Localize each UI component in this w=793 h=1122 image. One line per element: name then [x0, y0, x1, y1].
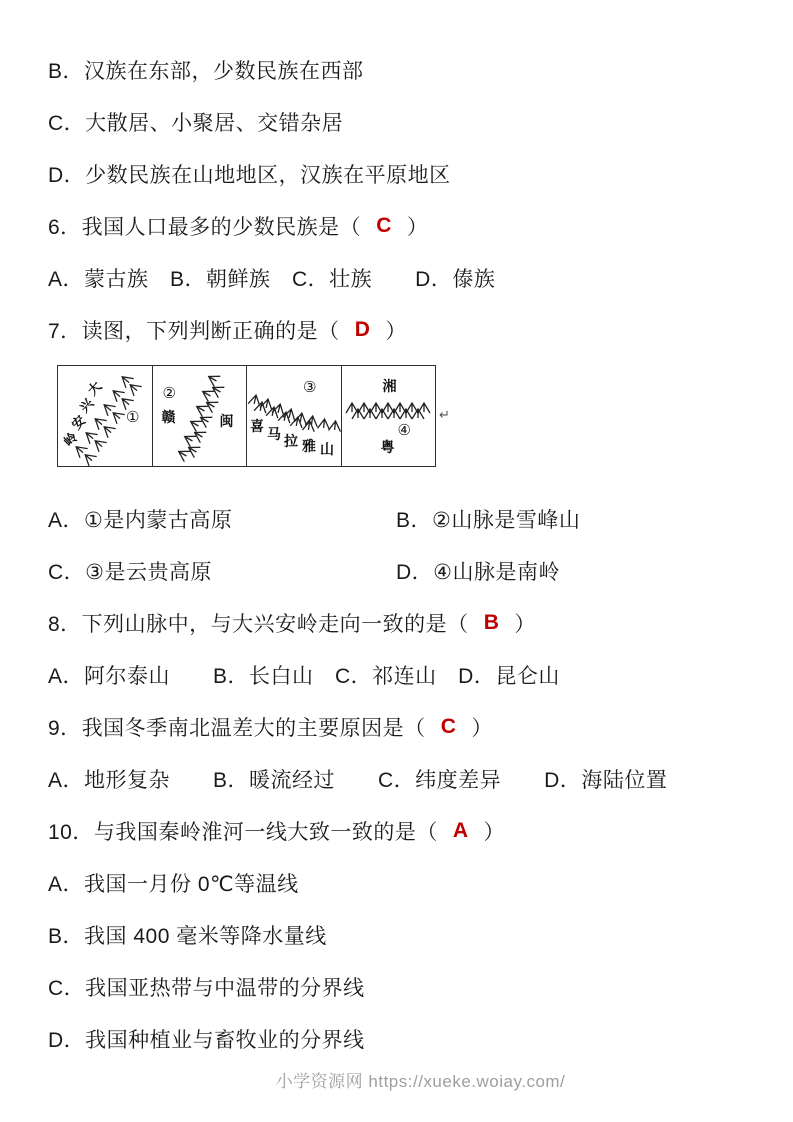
figure-panel-2	[152, 366, 247, 466]
option-text: D．少数民族在山地地区，汉族在平原地区	[48, 164, 451, 187]
option-line	[48, 44, 793, 96]
option-line	[48, 857, 793, 909]
panel-number: ③	[303, 379, 317, 396]
range-name-char: 岭	[60, 429, 81, 450]
option-text: B．汉族在东部，少数民族在西部	[48, 60, 364, 83]
paragraph-return-mark: ↵	[439, 407, 450, 422]
figure-panel-1	[58, 366, 152, 466]
province-label: 湘	[382, 378, 397, 394]
question-line-10	[48, 805, 793, 857]
answer-letter: D	[354, 318, 371, 341]
option-text: D．④山脉是南岭	[396, 561, 560, 584]
province-label: 闽	[219, 413, 234, 429]
range-name-char: 拉	[284, 433, 298, 449]
question-line-8	[48, 597, 793, 649]
range-name-char: 雅	[302, 438, 316, 454]
answer-letter: A	[452, 819, 469, 842]
figure-box	[57, 365, 436, 467]
range-name-char: 山	[320, 441, 334, 457]
question-text: 7．读图，下列判断正确的是（	[48, 320, 340, 343]
figure-panel-3	[246, 366, 341, 466]
option-line	[48, 1013, 793, 1065]
answer-letter: C	[440, 715, 457, 738]
post-figure-lines	[48, 493, 793, 1065]
range-name-char: 大	[84, 378, 105, 399]
question-close: ）	[406, 216, 429, 239]
option-line	[48, 96, 793, 148]
option-text: C．大散居、小聚居、交错杂居	[48, 112, 344, 135]
range-name-char: 安	[68, 412, 89, 433]
option-text: A．我国一月份 0℃等温线	[48, 873, 299, 896]
footer-site-link[interactable]: 小学资源网 https://xueke.woiay.com/	[275, 1072, 566, 1091]
option-text: A．地形复杂 B．暖流经过 C．纬度差异 D．海陆位置	[48, 769, 668, 792]
question-close: ）	[483, 821, 506, 844]
option-line	[48, 649, 793, 701]
option-text: A．阿尔泰山 B．长白山 C．祁连山 D．昆仑山	[48, 665, 560, 688]
answer-letter: C	[376, 214, 392, 237]
question-text: 9．我国冬季南北温差大的主要原因是（	[48, 717, 426, 740]
option-text: C．③是云贵高原	[48, 561, 212, 584]
panel-number: ②	[162, 385, 176, 402]
question-text: 6．我国人口最多的少数民族是（	[48, 216, 362, 239]
option-text: A．①是内蒙古高原	[48, 509, 233, 532]
range-name-char: 马	[267, 426, 281, 442]
question-line-7	[48, 304, 793, 356]
question-close: ）	[514, 613, 536, 636]
option-line	[48, 252, 793, 304]
panel-number: ④	[397, 422, 411, 439]
option-text: C．我国亚热带与中温带的分界线	[48, 977, 365, 1000]
option-text: A．蒙古族 B．朝鲜族 C．壮族 D．傣族	[48, 268, 496, 291]
option-line	[48, 909, 793, 961]
province-label: 粤	[380, 439, 395, 455]
range-name-char: 喜	[250, 418, 264, 434]
question-close: ）	[385, 320, 407, 343]
option-line	[48, 148, 793, 200]
option-line	[48, 753, 793, 805]
option-text: D．我国种植业与畜牧业的分界线	[48, 1029, 365, 1052]
province-label: 赣	[161, 409, 176, 425]
footer-watermark	[48, 1067, 793, 1092]
figure-panel-4	[341, 366, 436, 466]
option-text: B．我国 400 毫米等降水量线	[48, 925, 327, 948]
question-close: ）	[471, 717, 493, 740]
answer-letter: B	[483, 611, 500, 634]
question-text: 8．下列山脉中，与大兴安岭走向一致的是（	[48, 613, 469, 636]
range-name-char: 兴	[76, 395, 97, 416]
question-text: 10．与我国秦岭淮河一线大致一致的是（	[48, 821, 438, 844]
option-text: B．②山脉是雪峰山	[396, 509, 581, 532]
option-line-two-col	[48, 493, 793, 545]
figure-mountain-ranges	[57, 365, 450, 467]
question-line-9	[48, 701, 793, 753]
option-line	[48, 961, 793, 1013]
option-line-two-col	[48, 545, 793, 597]
question-line-6	[48, 200, 793, 252]
panel-number: ①	[126, 409, 140, 426]
